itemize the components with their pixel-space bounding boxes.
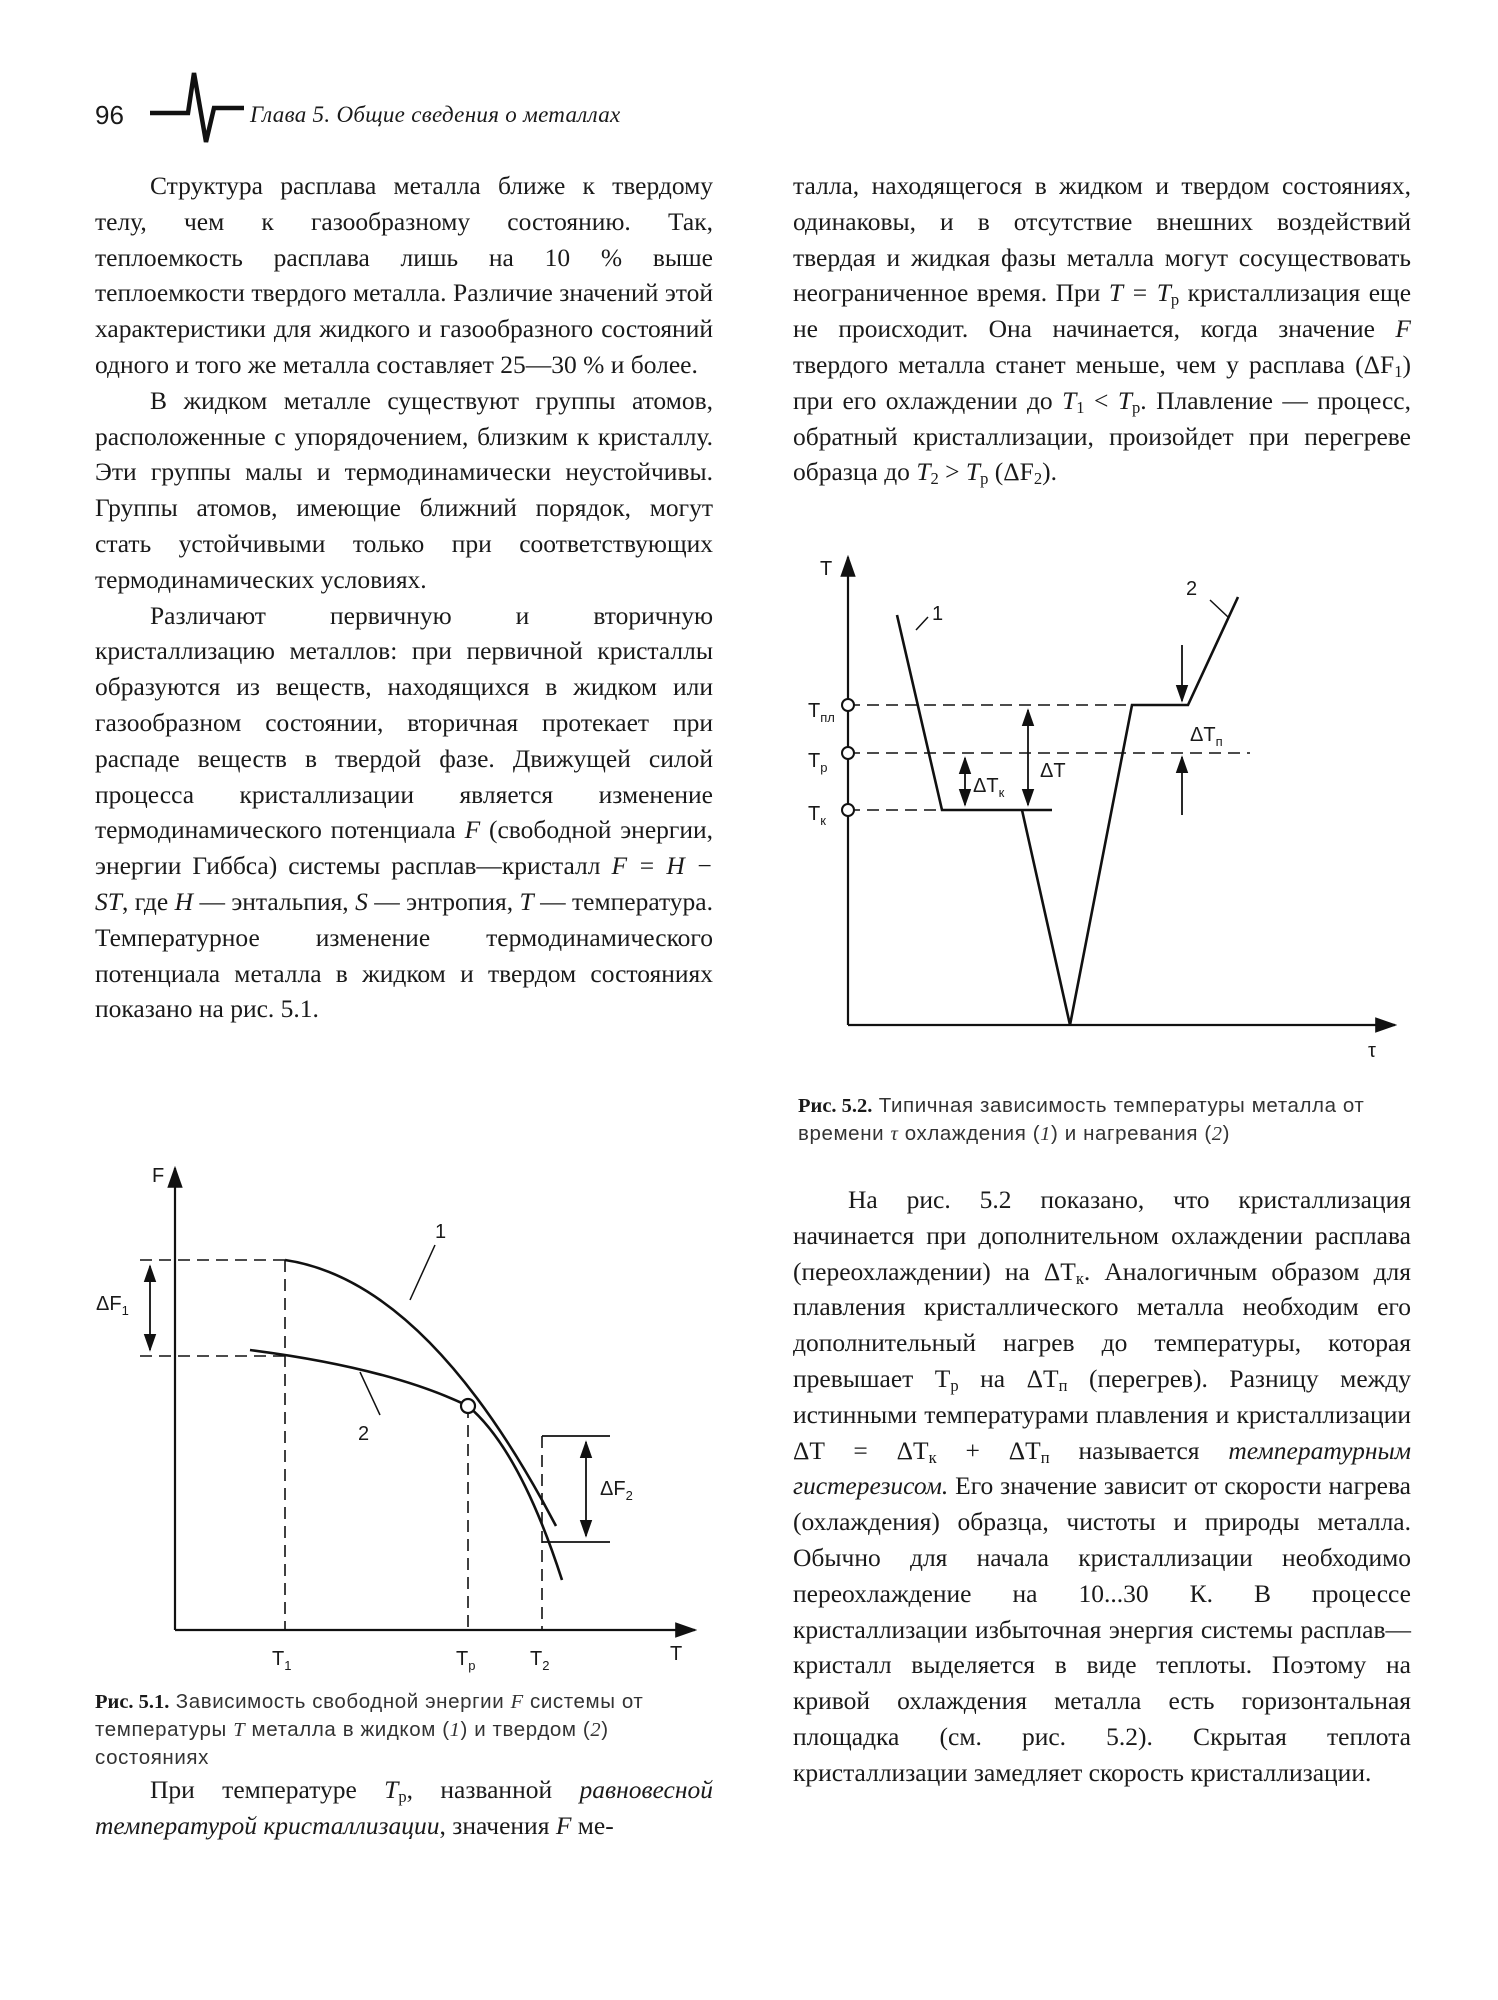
delta-f2-label: $\Delta F_2$ — [600, 1478, 633, 1503]
curve-1-label: 1 — [932, 603, 944, 625]
delta-f1-label: $\Delta F_1$ — [96, 1293, 129, 1318]
paragraph: Структура расплава металла ближе к твердому телу, чем к газообразному состоянию. Так, теплоемкость расплава лишь на 10 % выше теплоемкости твердого металла. Различие значений этой характеристики для жидкого и газообразного состояний одного и того же металла составляет 25—30 % и более. — [95, 171, 713, 379]
y-axis-label: T — [820, 558, 833, 580]
y-axis-label: F — [152, 1165, 165, 1187]
page-header — [95, 60, 1395, 140]
t-pl-tick-label: $T_{пл}$ — [808, 700, 835, 725]
t1-tick-label: $T_1$ — [272, 1648, 292, 1673]
right-column-bottom-text — [793, 1182, 1411, 1791]
curve-1-label: 1 — [435, 1221, 447, 1243]
t-p-tick-label: $T_р$ — [808, 750, 828, 775]
delta-tn-label: $\Delta T_п$ — [1190, 724, 1223, 749]
curve-2-label: 2 — [358, 1423, 370, 1445]
left-column-bottom-text — [95, 1772, 713, 1844]
tp-tick-label: $T_р$ — [456, 1648, 476, 1673]
curve-2-heating — [1022, 597, 1238, 1025]
curve-1-liquid — [285, 1260, 556, 1526]
right-column-text — [793, 168, 1411, 490]
curve-2-label: 2 — [1186, 578, 1198, 600]
figure-5-1 — [90, 1160, 710, 1680]
figure-5-2 — [790, 545, 1410, 1060]
delta-tk-label: $\Delta T_к$ — [973, 775, 1005, 800]
x-axis-label: τ — [1368, 1040, 1376, 1060]
paragraph: В жидком металле существуют группы атомов, расположенные с упорядочением, близким к кристаллу. Эти группы малы и термодинамически неустойчивы. Группы атомов, имеющие ближний порядок, могут стать устойчивыми только при соответствующих термодинамических условиях. — [95, 385, 713, 594]
t2-tick-label: $T_2$ — [530, 1648, 550, 1673]
chapter-title: Глава 5. Общие сведения о металлах — [250, 102, 621, 127]
paragraph: При температуре $T_р$, названной равновесной температурой кристаллизации, значения F ме- — [95, 1775, 713, 1840]
x-axis-label: T — [670, 1643, 683, 1665]
left-column-text — [95, 168, 713, 1027]
equilibrium-point — [461, 1399, 475, 1413]
figure-5-1-caption: Рис. 5.1. Зависимость свободной энергии F системы от температуры T металла в жидком (1) и твердом (2) состояниях — [95, 1690, 644, 1769]
curve-2-solid — [250, 1350, 562, 1580]
heartbeat-logo-icon — [150, 68, 245, 148]
paragraph: На рис. 5.2 показано, что кристаллизация начинается при дополнительном охлаждении расплава (переохлаждении) на $\Delta T_к$. Аналогичным образом для плавления кристаллического металла необходим его дополнительный нагрев до температуры, которая превышает $T_р$ на $\Delta T_п$ (перегрев). Разницу между истинными температурами плавления и кристаллизации $\Delta T = \Delta T_к + \Delta T_п$ называется температурным гистерезисом. Его значение зависит от скорости нагрева (охлаждения) образца, чистоты и природы металла. Обычно для начала кристаллизации необходимо переохлаждение на 10...30 К. В процессе кристаллизации избыточная энергия системы расплав—кристалл выделяется в виде теплоты. Поэтому на кривой охлаждения металла есть горизонтальная площадка (см. рис. 5.2). Скрытая теплота кристаллизации замедляет скорость кристаллизации. — [793, 1185, 1412, 1787]
t-k-tick-label: $T_к$ — [808, 803, 826, 828]
paragraph: талла, находящегося в жидком и твердом состояниях, одинаковы, и в отсутствие внешних воздействий твердая и жидкая фазы металла могут сосуществовать неограниченное время. При $T = T_р$ кристаллизация еще не происходит. Она начинается, когда значение F твердого металла станет меньше, чем у расплава $(\Delta F_1)$ при его охлаждении до $T_1 < T_р$. Плавление — процесс, обратный кристаллизации, произойдет при перегреве образца до $T_2 > T_р$ $(\Delta F_2)$. — [793, 171, 1412, 489]
page-number: 96 — [95, 100, 124, 130]
paragraph: Различают первичную и вторичную кристаллизацию металлов: при первичной кристаллы образуются из веществ, находящихся в жидком или газообразном состоянии, вторичная протекает при распаде веществ в твердой фазе. Движущей силой процесса кристаллизации является изменение термодинамического потенциала F (свободной энергии, энергии Гиббса) системы расплав—кристалл F = H − ST, где H — энтальпия, S — энтропия, T — температура. Температурное изменение термодинамического потенциала металла в жидком и твердом состояниях показано на рис. 5.1. — [95, 600, 714, 1024]
figure-5-2-caption: Рис. 5.2. Типичная зависимость температуры металла от времени τ охлаждения (1) и нагревания (2) — [798, 1094, 1365, 1145]
delta-t-label: ΔT — [1040, 760, 1066, 782]
